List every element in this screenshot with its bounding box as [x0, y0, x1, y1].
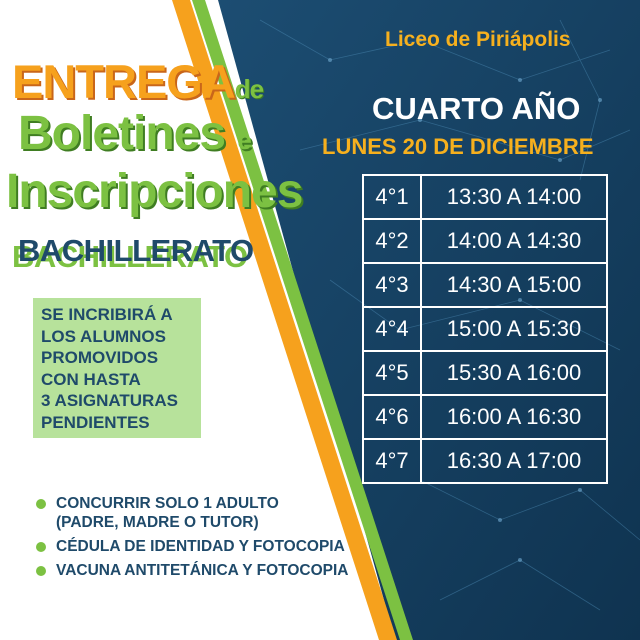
group-cell: 4°2: [363, 219, 421, 263]
requirement-text: CONCURRIR SOLO 1 ADULTO: [56, 495, 279, 512]
promotion-note: [33, 298, 201, 438]
time-cell: 16:00 A 16:30: [421, 395, 607, 439]
headline-line-1: [12, 55, 264, 108]
group-cell: 4°1: [363, 175, 421, 219]
note-line: PENDIENTES: [41, 412, 150, 432]
group-cell: 4°4: [363, 307, 421, 351]
note-line: LOS ALUMNOS: [41, 326, 166, 346]
bullet-icon: [36, 566, 46, 576]
requirement-item: [36, 537, 349, 556]
group-cell: 4°7: [363, 439, 421, 483]
time-cell: 14:30 A 15:00: [421, 263, 607, 307]
time-cell: 14:00 A 14:30: [421, 219, 607, 263]
requirement-text: VACUNA ANTITETÁNICA Y FOTOCOPIA: [56, 562, 349, 579]
school-name: Liceo de Piriápolis: [385, 28, 571, 51]
headline-e: e: [237, 125, 251, 155]
table-row: [363, 395, 607, 439]
headline-boletines: Boletines: [18, 107, 226, 160]
requirements-list: [36, 494, 349, 585]
table-row: [363, 307, 607, 351]
level-title: BACHILLERATO: [18, 233, 254, 268]
group-cell: 4°6: [363, 395, 421, 439]
requirement-item: [36, 561, 349, 580]
table-row: [363, 263, 607, 307]
group-cell: 4°3: [363, 263, 421, 307]
time-cell: 15:30 A 16:00: [421, 351, 607, 395]
schedule-date: LUNES 20 DE DICIEMBRE: [322, 134, 594, 159]
table-row: [363, 439, 607, 483]
group-cell: 4°5: [363, 351, 421, 395]
note-line: PROMOVIDOS: [41, 348, 159, 367]
bullet-icon: [36, 499, 46, 509]
headline-line-2: [18, 107, 251, 160]
headline-entrega: ENTREGA: [12, 55, 235, 108]
time-cell: 16:30 A 17:00: [421, 439, 607, 483]
table-row: [363, 219, 607, 263]
time-cell: 15:00 A 15:30: [421, 307, 607, 351]
requirement-subtext: (PADRE, MADRE O TUTOR): [56, 514, 259, 531]
table-row: [363, 351, 607, 395]
schedule-year: CUARTO AÑO: [372, 91, 581, 126]
headline-inscripciones: Inscripciones: [6, 165, 303, 218]
note-line: 3 ASIGNATURAS: [41, 391, 178, 410]
requirement-item: [36, 494, 349, 532]
requirement-text: CÉDULA DE IDENTIDAD Y FOTOCOPIA: [56, 538, 345, 555]
bullet-icon: [36, 542, 46, 552]
note-line: SE INCRIBIRÁ A: [41, 305, 173, 324]
time-cell: 13:30 A 14:00: [421, 175, 607, 219]
note-line: CON HASTA: [41, 369, 141, 389]
headline-de: de: [234, 74, 264, 104]
table-row: [363, 175, 607, 219]
schedule-table: [362, 174, 608, 484]
